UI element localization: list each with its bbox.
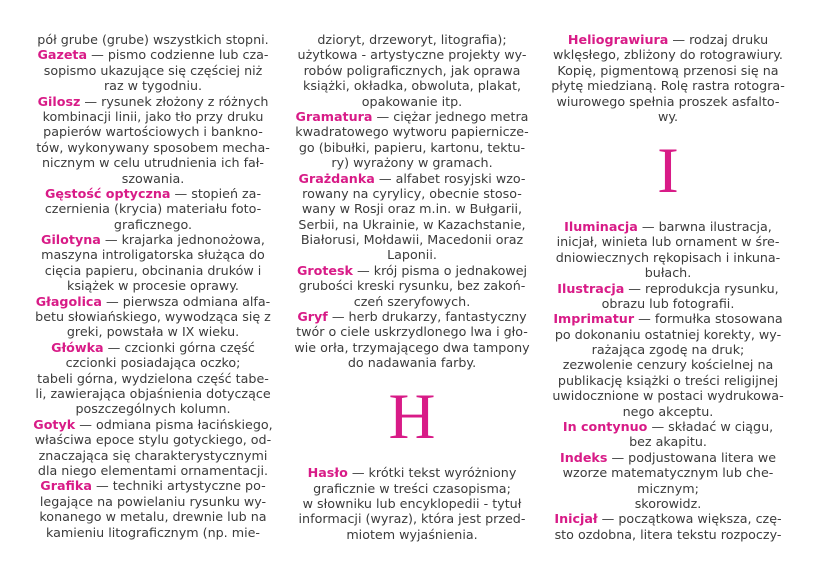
text-line (543, 342, 793, 357)
definition-text: — składać w ciągu, (647, 419, 774, 435)
definition-text: robów poligraficznych, jak oprawa (303, 62, 521, 78)
text-line (543, 265, 793, 280)
definition-text: graficznego. (113, 216, 193, 232)
section-letter: H (388, 381, 436, 454)
glossary-term: Inicjał (554, 511, 598, 527)
definition-text: czeń szeryfowych. (353, 293, 471, 309)
definition-text: pół grube (grube) wszystkich stopni. (37, 32, 269, 47)
entry-line (287, 309, 537, 324)
text-line (28, 432, 278, 447)
text-line (543, 404, 793, 419)
text-line (28, 247, 278, 262)
text-line (543, 465, 793, 480)
definition-text: Kopię, pigmentową przenosi się na (557, 62, 779, 78)
entry-line (287, 171, 537, 186)
definition-text: znaczająca się charakterystycznymi (38, 447, 268, 463)
definition-text: li, zawierająca objaśnienia dotyczące (35, 385, 271, 401)
definition-text: nicznym w celu utrudnienia ich fał- (41, 155, 264, 171)
glossary-term: Ilustracja (557, 280, 625, 296)
text-line (287, 78, 537, 93)
entry-line (287, 109, 537, 124)
text-line (287, 355, 537, 370)
definition-text: szowania. (121, 170, 185, 186)
text-line (287, 294, 537, 309)
glossary-column-3 (543, 32, 793, 542)
text-line (543, 481, 793, 496)
text-line (28, 140, 278, 155)
definition-text: Białorusi, Mołdawii, Macedonii oraz (300, 232, 524, 248)
text-line (287, 94, 537, 109)
text-line (287, 511, 537, 526)
definition-text: tów, wykonywany sposobem mecha- (36, 139, 270, 155)
definition-text: go (bibułki, papieru, kartonu, tektu- (298, 139, 526, 155)
entry-line (28, 294, 278, 309)
text-line (28, 324, 278, 339)
text-line (287, 186, 537, 201)
text-line (28, 109, 278, 124)
glossary-term: Głagolica (35, 293, 102, 309)
text-line (287, 232, 537, 247)
text-line (287, 124, 537, 139)
definition-text: książki, okładka, obwoluta, plakat, (303, 78, 521, 94)
definition-text: micznym; (637, 480, 699, 496)
definition-text: ry) wyrażony w gramach. (331, 155, 493, 171)
entry-line (543, 281, 793, 296)
definition-text: Serbii, na Ukrainie, w Kazachstanie, (298, 216, 526, 232)
text-line (287, 217, 537, 232)
definition-text: sto ozdobna, litera tekstu rozpoczy- (554, 526, 782, 542)
definition-text: — formułka stosowana (634, 311, 783, 327)
definition-text: twór o ciele uskrzydlonego lwa i gło- (296, 324, 528, 340)
glossary-term: Heliograwiura (567, 32, 669, 47)
entry-line (543, 419, 793, 434)
text-line (543, 47, 793, 62)
text-line (28, 217, 278, 232)
text-line (543, 250, 793, 265)
text-line (543, 327, 793, 342)
text-line (287, 278, 537, 293)
entry-line (28, 232, 278, 247)
glossary-term: Gotyk (33, 416, 76, 432)
text-line (287, 140, 537, 155)
text-line (28, 78, 278, 93)
definition-text: betu słowiańskiego, wywodząca się z (35, 309, 271, 325)
definition-text: właściwa epoce stylu gotyckiego, od- (34, 432, 272, 448)
section-letter: I (657, 135, 679, 208)
definition-text: — odmiana pisma łacińskiego, (75, 416, 273, 432)
text-line (543, 63, 793, 78)
definition-text: informacji (wyraz), która jest przed- (298, 511, 526, 527)
glossary-column-1 (28, 32, 278, 540)
definition-text: wiurowego spełnia proszek asfalto- (556, 93, 780, 109)
glossary-column-2 (287, 32, 537, 542)
definition-text: opakowanie itp. (361, 93, 463, 109)
glossary-term: Imprimatur (553, 311, 635, 327)
text-line (28, 124, 278, 139)
text-line (543, 527, 793, 542)
text-line (543, 388, 793, 403)
definition-text: Laponii. (387, 247, 437, 263)
definition-text: miotem wyjaśnienia. (346, 526, 478, 542)
definition-text: płytę miedzianą. Rolę rastra rotogra- (551, 78, 785, 94)
text-line (28, 155, 278, 170)
definition-text: cięcia papieru, obcinania druków i (44, 262, 262, 278)
definition-text: kombinacji linii, jako tło przy druku (42, 108, 264, 124)
text-line (28, 371, 278, 386)
definition-text: zezwolenie cenzury kościelnej na (562, 357, 774, 373)
glossary-term: Gryf (297, 309, 328, 325)
text-line (28, 63, 278, 78)
text-line (28, 309, 278, 324)
text-line (287, 201, 537, 216)
definition-text: tabeli górna, wydzielona część tabe- (37, 370, 269, 386)
definition-text: wany w Rosji oraz m.in. w Bułgarii, (301, 201, 523, 217)
definition-text: — ciężar jednego metra (372, 108, 529, 124)
text-line (287, 63, 537, 78)
text-line (287, 527, 537, 542)
glossary-term: Główka (51, 339, 104, 355)
definition-text: sopismo ukazujące się częściej niż (43, 62, 263, 78)
definition-text: — podjustowana litera we (607, 449, 776, 465)
definition-text: książek w procesie oprawy. (67, 278, 239, 294)
definition-text: poszczególnych kolumn. (75, 401, 231, 417)
text-line (287, 481, 537, 496)
definition-text: po dokonaniu ostatniej korekty, wy- (554, 326, 782, 342)
definition-text: — alfabet rosyjski wzo- (374, 170, 526, 186)
definition-text: — krój pisma o jednakowej (352, 262, 528, 278)
definition-text: w słowniku lub encyklopedii - tytuł (302, 495, 522, 511)
definition-text: bułach. (644, 265, 692, 281)
definition-text: nego akceptu. (622, 403, 714, 419)
definition-text: rowany na cyrylicy, obecnie stoso- (302, 185, 522, 201)
text-line (543, 109, 793, 124)
text-line (28, 525, 278, 540)
definition-text: czcionki posiadająca oczko; (65, 355, 241, 371)
glossary-term: Indeks (559, 449, 608, 465)
definition-text: papierów wartościowych i bankno- (43, 124, 263, 140)
definition-text: dla niego elementami ornamentacji. (37, 462, 269, 478)
entry-line (543, 511, 793, 526)
entry-line (543, 219, 793, 234)
definition-text: grubości kreski rysunku, bez zakoń- (298, 278, 526, 294)
definition-text: — reprodukcja rysunku, (624, 280, 779, 296)
entry-line (28, 340, 278, 355)
text-line (28, 386, 278, 401)
definition-text: — stopień za- (170, 185, 262, 201)
entry-line (28, 47, 278, 62)
definition-text: uwidocznione w postaci wydrukowa- (552, 388, 784, 404)
text-line (287, 32, 537, 47)
definition-text: skorowidz. (634, 495, 702, 511)
text-line (28, 201, 278, 216)
text-line (287, 155, 537, 170)
text-line (28, 509, 278, 524)
definition-text: — krajarka jednonożowa, (100, 232, 265, 248)
glossary-term: Grażdanka (298, 170, 375, 186)
definition-text: konanego w metalu, drewnie lub na (39, 509, 267, 525)
entry-line (28, 478, 278, 493)
glossary-term: Hasło (307, 465, 348, 481)
glossary-term: Gęstość optyczna (44, 185, 171, 201)
definition-text: — rodzaj druku (668, 32, 769, 47)
definition-text: — pismo codzienne lub cza- (87, 47, 269, 63)
text-line (543, 357, 793, 372)
glossary-term: In contynuo (562, 419, 648, 435)
definition-text: kwadratowego wytworu papiernicze- (295, 124, 529, 140)
definition-text: inicjał, winieta lub ornament w śre- (556, 234, 780, 250)
definition-text: rażająca zgodę na druk; (591, 342, 745, 358)
definition-text: — herb drukarzy, fantastyczny (327, 309, 527, 325)
definition-text: — techniki artystyczne po- (91, 478, 266, 494)
text-line (287, 324, 537, 339)
definition-text: do nadawania farby. (347, 355, 477, 371)
text-line (543, 94, 793, 109)
entry-line (543, 32, 793, 47)
definition-text: raz w tygodniu. (103, 78, 203, 94)
definition-text: użytkowa - artystyczne projekty wy- (297, 47, 527, 63)
entry-line (543, 311, 793, 326)
text-line (287, 496, 537, 511)
definition-text: dniowiecznych rękopisach i inkuna- (555, 249, 781, 265)
glossary-term: Gramatura (295, 108, 373, 124)
entry-line (28, 417, 278, 432)
definition-text: wy. (657, 108, 679, 124)
text-line (28, 463, 278, 478)
definition-text: obrazu lub fotografii. (601, 295, 735, 311)
definition-text: — początkowa większa, czę- (597, 511, 782, 527)
glossary-term: Iluminacja (564, 218, 638, 234)
definition-text: greki, powstała w IX wieku. (66, 324, 240, 340)
text-line (543, 434, 793, 449)
text-line (28, 32, 278, 47)
definition-text: — pierwsza odmiana alfa- (102, 293, 271, 309)
text-line (28, 401, 278, 416)
definition-text: maszyna introligatorska służąca do (41, 247, 265, 263)
definition-text: kamieniu litograficznym (np. mie- (45, 524, 260, 540)
glossary-term: Gilotyna (41, 232, 101, 248)
text-line (28, 448, 278, 463)
text-line (543, 373, 793, 388)
text-line (543, 496, 793, 511)
entry-line (28, 94, 278, 109)
definition-text: wzorze matematycznym lub che- (562, 465, 774, 481)
text-line (28, 171, 278, 186)
definition-text: legające na powielaniu rysunku wy- (39, 493, 267, 509)
definition-text: — rysunek złożony z różnych (80, 93, 269, 109)
text-line (28, 278, 278, 293)
definition-text: bez akapitu. (629, 434, 707, 450)
glossary-term: Gilosz (37, 93, 81, 109)
definition-text: — czcionki górna część (103, 339, 255, 355)
glossary-term: Grotesk (296, 262, 353, 278)
text-line (543, 296, 793, 311)
text-line (287, 47, 537, 62)
definition-text: dzioryt, drzeworyt, litografia); (317, 32, 507, 47)
definition-text: — krótki tekst wyróżniony (347, 465, 517, 481)
definition-text: wie orła, trzymającego dwa tampony (294, 339, 530, 355)
definition-text: publikację książki o treści religijnej (557, 372, 779, 388)
text-line (287, 247, 537, 262)
text-line (543, 78, 793, 93)
text-line (543, 234, 793, 249)
glossary-term: Gazeta (37, 47, 88, 63)
text-line (28, 494, 278, 509)
definition-text: wklęsłego, zbliżony do rotograwiury. (553, 47, 783, 63)
entry-line (287, 263, 537, 278)
text-line (28, 355, 278, 370)
entry-line (287, 465, 537, 480)
text-line (28, 263, 278, 278)
definition-text: graficznie w treści czasopisma; (313, 480, 511, 496)
glossary-term: Grafika (40, 478, 92, 494)
definition-text: — barwna ilustracja, (637, 218, 772, 234)
text-line (287, 340, 537, 355)
entry-line (28, 186, 278, 201)
definition-text: czernienia (krycia) materiału foto- (44, 201, 262, 217)
entry-line (543, 450, 793, 465)
